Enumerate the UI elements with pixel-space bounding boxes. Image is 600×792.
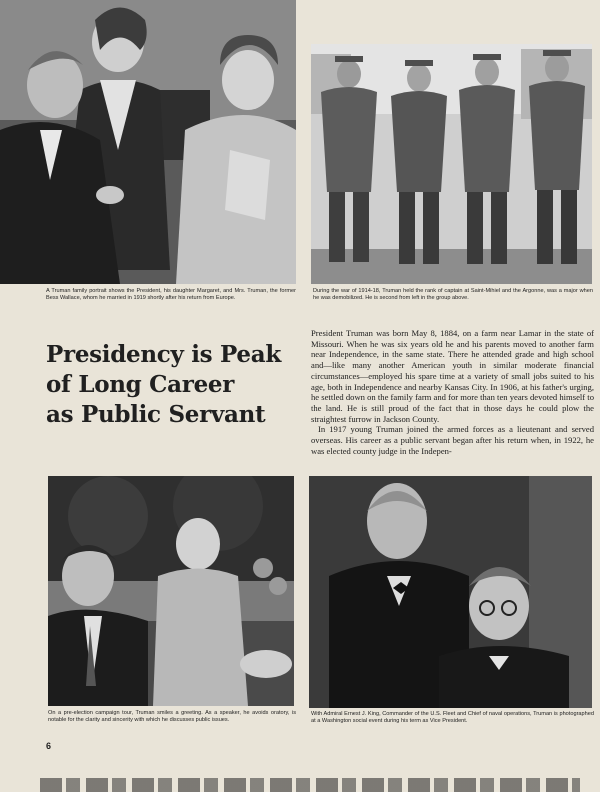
admiral-photo-caption: With Admiral Ernest J. King, Commander of the U.S. Fleet and Chief of naval operations, Truman is photographed at a Washington social event during his term as Vice President. — [311, 711, 594, 725]
admiral-king-photo — [309, 476, 592, 708]
article-headline — [46, 340, 308, 430]
wwi-officers-photo — [311, 44, 592, 284]
headline-line-3: as Public Servant — [46, 401, 266, 428]
headline-line-2: of Long Career — [46, 371, 235, 398]
article-body — [311, 328, 594, 456]
article-paragraph: President Truman was born May 8, 1884, on a farm near Lamar in the state of Missouri. When he was six years old he and his parents moved to another farm near Independence, in the same state. There he attended grade and high school and—like many another American youth in similar moderate financial circumstances—employed his spare time at a variety of small jobs suited to his age, both in Independence and nearby Kansas City. In 1906, at his father's urging, he settled down on the family farm and for more than ten years devoted himself to the land. He is still proud of the fact that in those days he could plow the straightest furrow in Jackson County. — [311, 328, 594, 424]
article-paragraph: In 1917 young Truman joined the armed forces as a lieutenant and served overseas. His career as a public servant began after his return when, in 1922, he was elected county judge in the Indepen- — [311, 424, 594, 456]
headline-line-1: Presidency is Peak — [46, 341, 281, 368]
soldiers-photo-caption: During the war of 1914-18, Truman held the rank of captain at Saint-Mihiel and the Argonne, was a major when he was demobilized. He is second from left in the group above. — [313, 288, 593, 302]
campaign-photo-caption: On a pre-election campaign tour, Truman smiles a greeting. As a speaker, he avoids oratory, is notable for the clarity and sincerity with which he discusses public issues. — [48, 710, 296, 724]
campaign-tour-photo — [48, 476, 294, 706]
next-page-bleed-decoration — [40, 778, 580, 792]
page-number: 6 — [46, 741, 52, 751]
truman-family-photo — [0, 0, 296, 284]
family-photo-caption: A Truman family portrait shows the President, his daughter Margaret, and Mrs. Truman, the former Bess Wallace, whom he married in 1919 shortly after his return from Europe. — [46, 288, 296, 302]
